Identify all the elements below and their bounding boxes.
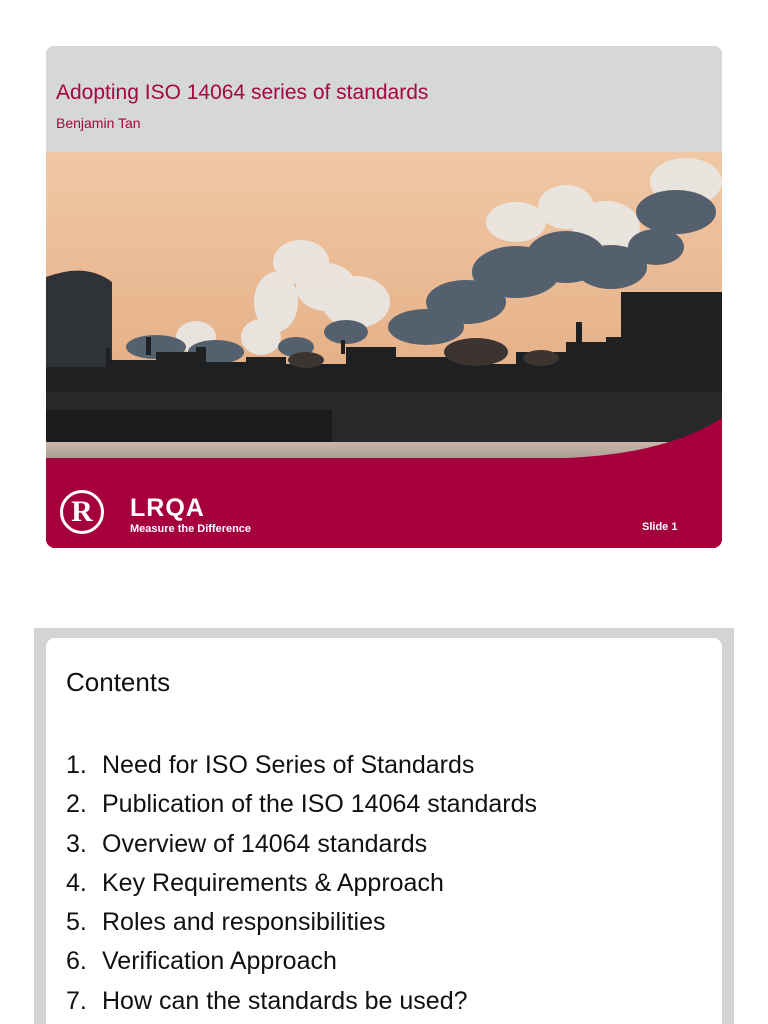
list-item <box>66 908 537 947</box>
list-item <box>66 869 537 908</box>
list-item-text: Roles and responsibilities <box>102 908 386 937</box>
contents-slide <box>46 638 722 1024</box>
list-item-number: 6. <box>66 947 87 976</box>
list-item-text: Need for ISO Series of Standards <box>102 751 475 779</box>
list-item <box>66 751 537 790</box>
list-item-number: 1. <box>66 751 87 779</box>
list-item-text: Verification Approach <box>102 947 337 976</box>
slide-header <box>46 46 722 152</box>
list-item <box>66 947 537 986</box>
list-item <box>66 790 537 829</box>
list-item-text: How can the standards be used? <box>102 986 468 1015</box>
list-item-number: 3. <box>66 829 87 858</box>
list-item-number: 2. <box>66 790 87 819</box>
presentation-title: Adopting ISO 14064 series of standards <box>56 81 429 104</box>
list-item <box>66 830 537 869</box>
list-item-number: 5. <box>66 908 87 937</box>
presenter-name: Benjamin Tan <box>56 115 141 131</box>
title-slide <box>46 46 722 548</box>
list-item-number: 4. <box>66 868 87 897</box>
lrqa-logo-icon: R <box>60 490 104 534</box>
list-item-text: Key Requirements & Approach <box>102 868 444 897</box>
contents-heading: Contents <box>66 667 171 697</box>
brand-name: LRQA <box>130 494 205 522</box>
list-item-text: Publication of the ISO 14064 standards <box>102 790 538 819</box>
brand-tagline: Measure the Difference <box>130 523 252 535</box>
slide-number: Slide 1 <box>642 521 678 533</box>
contents-list <box>66 751 537 1024</box>
list-item <box>66 987 537 1024</box>
list-item-text: Overview of 14064 standards <box>102 829 428 858</box>
list-item-number: 7. <box>66 986 87 1015</box>
